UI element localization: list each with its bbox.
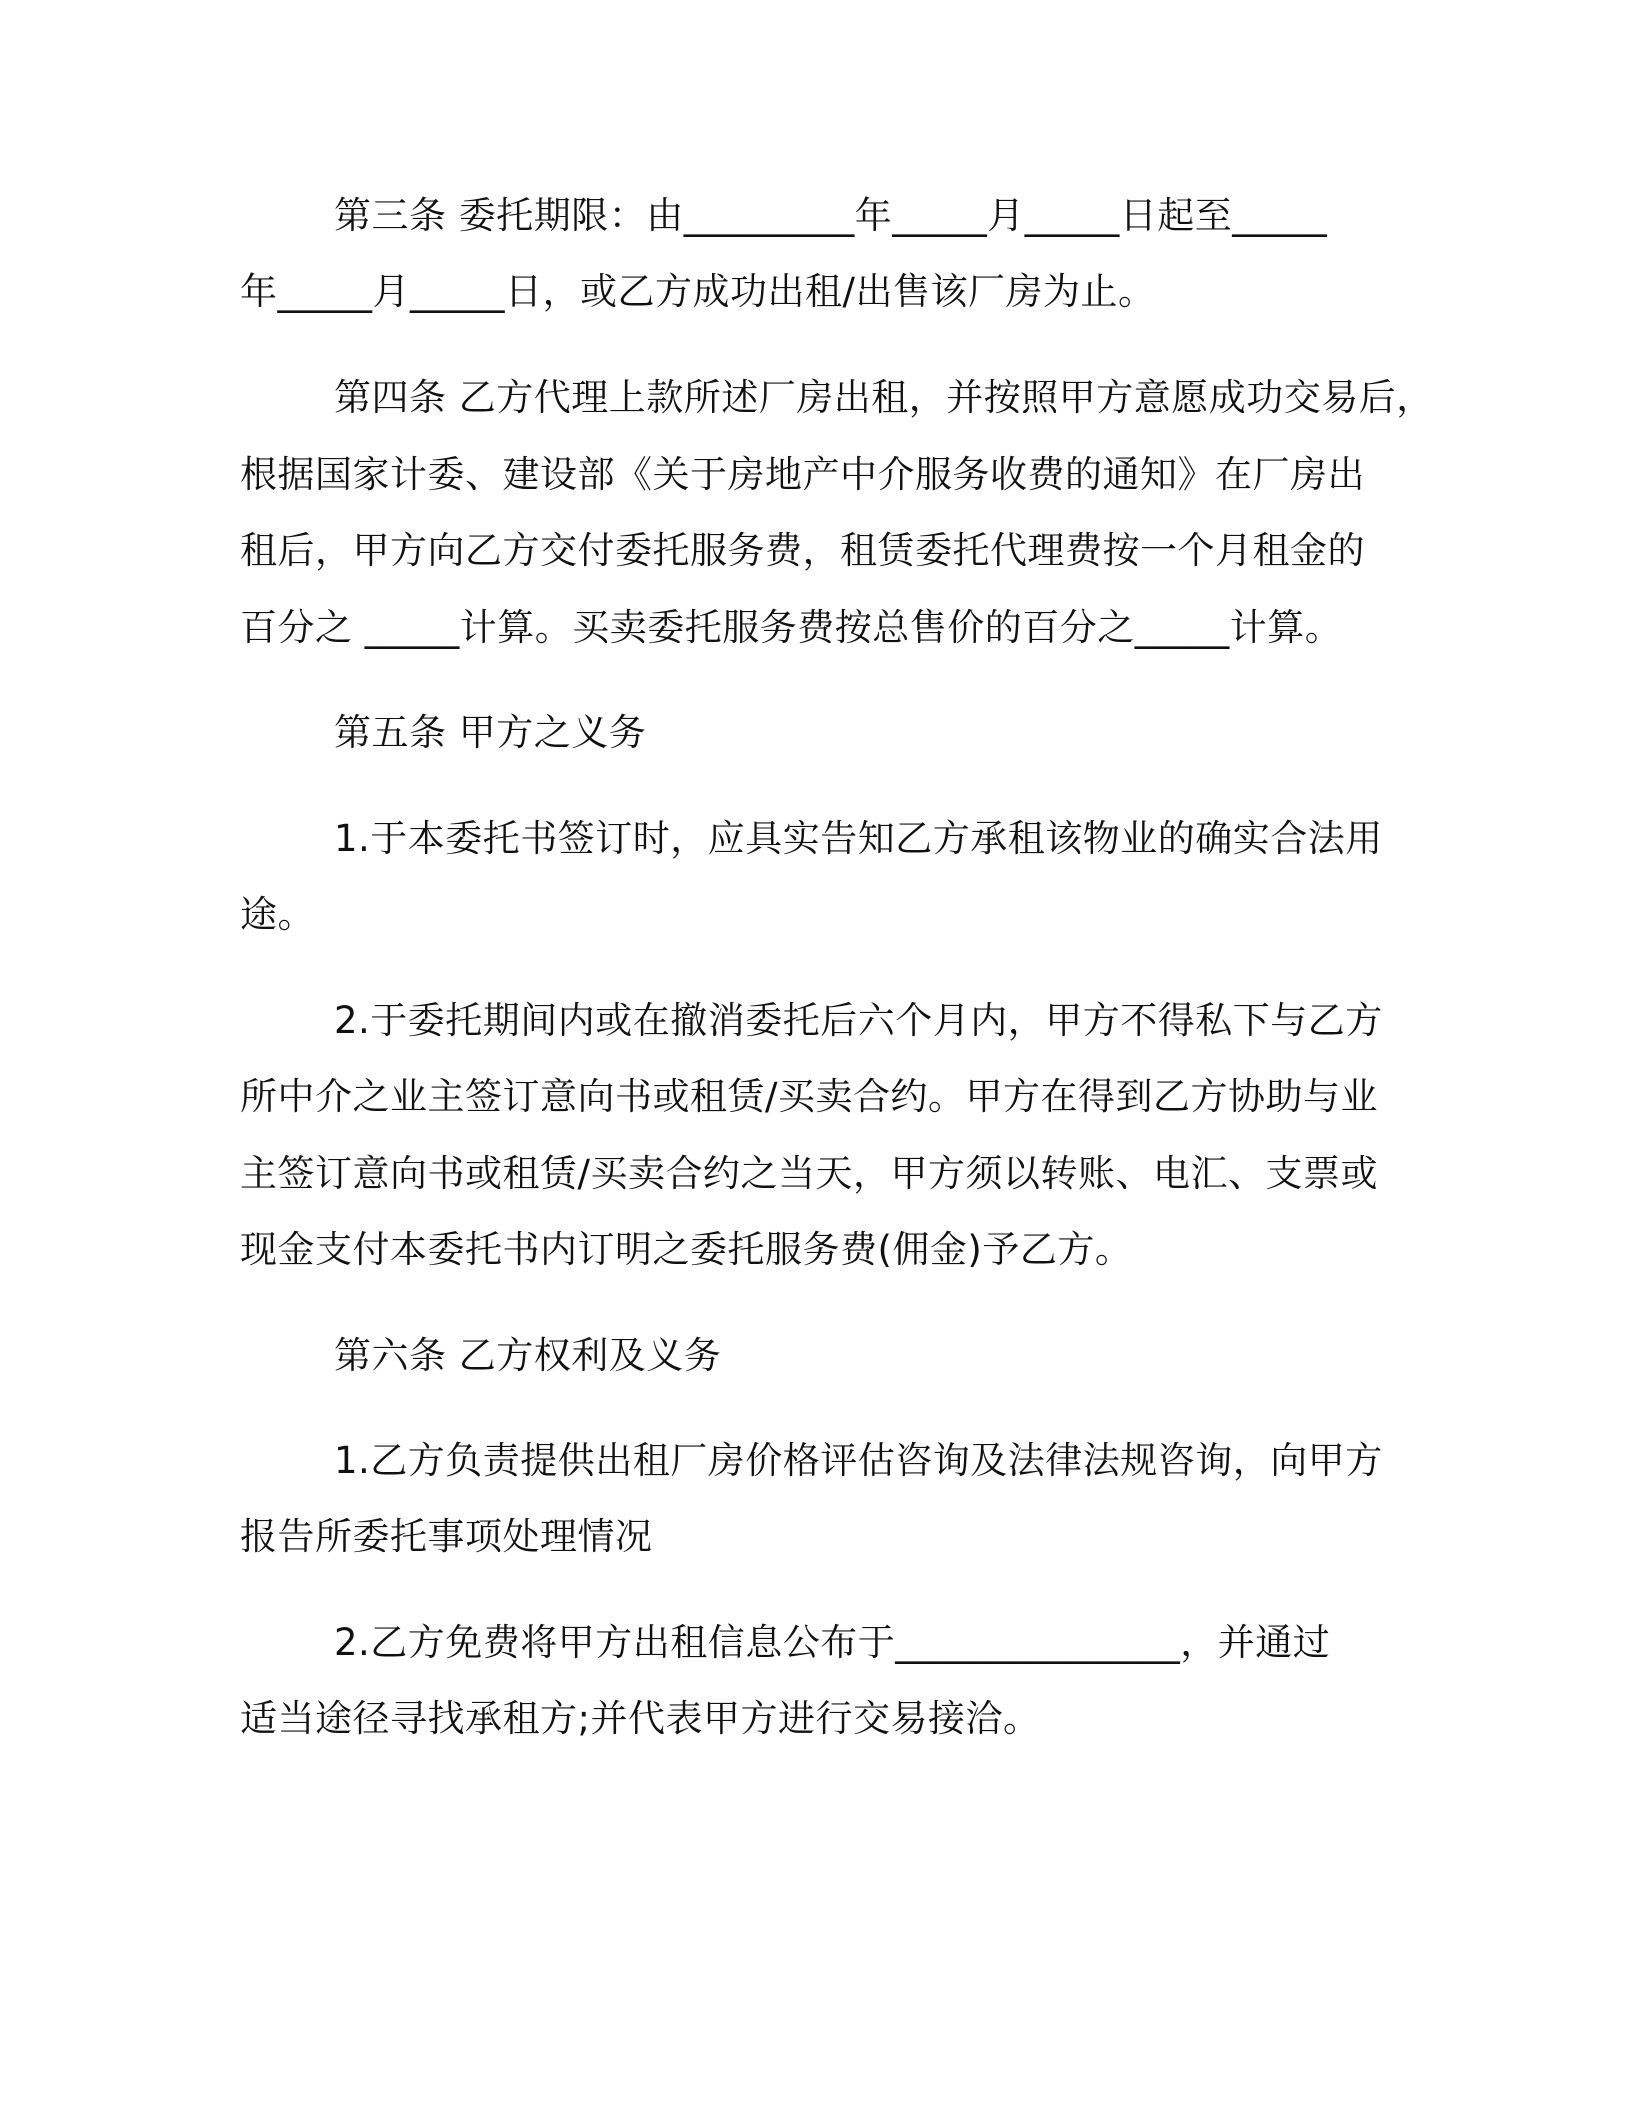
article-4-line-1: 第四条 乙方代理上款所述厂房出租，并按照甲方意愿成功交易后， [334, 376, 1434, 419]
article-4-line-4: 百分之 _____计算。买卖委托服务费按总售价的百分之_____计算。 [240, 606, 1343, 649]
article-4-line-3: 租后，甲方向乙方交付委托服务费，租赁委托代理费按一个月租金的 [240, 529, 1365, 572]
article-3-line-1: 第三条 委托期限：由_________年_____月_____日起至_____ [334, 194, 1328, 237]
article-5-item-2-line-3: 主签订意向书或租赁/买卖合约之当天，甲方须以转账、电汇、支票或 [240, 1152, 1378, 1195]
article-5-heading: 第五条 甲方之义务 [334, 711, 647, 754]
article-6-heading: 第六条 乙方权利及义务 [334, 1334, 722, 1377]
article-6-item-1-line-2: 报告所委托事项处理情况 [240, 1515, 653, 1558]
article-6-item-1-line-1: 1.乙方负责提供出租厂房价格评估咨询及法律法规咨询，向甲方 [334, 1439, 1383, 1482]
article-3-line-2: 年_____月_____日，或乙方成功出租/出售该厂房为止。 [240, 270, 1156, 313]
article-5-item-1-line-1: 1.于本委托书签订时，应具实告知乙方承租该物业的确实合法用 [334, 817, 1383, 860]
article-6-item-2-line-1: 2.乙方免费将甲方出租信息公布于_______________，并通过 [334, 1621, 1331, 1664]
article-5-item-2-line-1: 2.于委托期间内或在撤消委托后六个月内，甲方不得私下与乙方 [334, 999, 1383, 1042]
article-4-line-2: 根据国家计委、建设部《关于房地产中介服务收费的通知》在厂房出 [240, 453, 1365, 496]
article-6-item-2-line-2: 适当途径寻找承租方;并代表甲方进行交易接洽。 [240, 1697, 1041, 1740]
article-5-item-2-line-4: 现金支付本委托书内订明之委托服务费(佣金)予乙方。 [240, 1228, 1133, 1271]
article-5-item-1-line-2: 途。 [240, 893, 315, 936]
article-5-item-2-line-2: 所中介之业主签订意向书或租赁/买卖合约。甲方在得到乙方协助与业 [240, 1075, 1378, 1118]
